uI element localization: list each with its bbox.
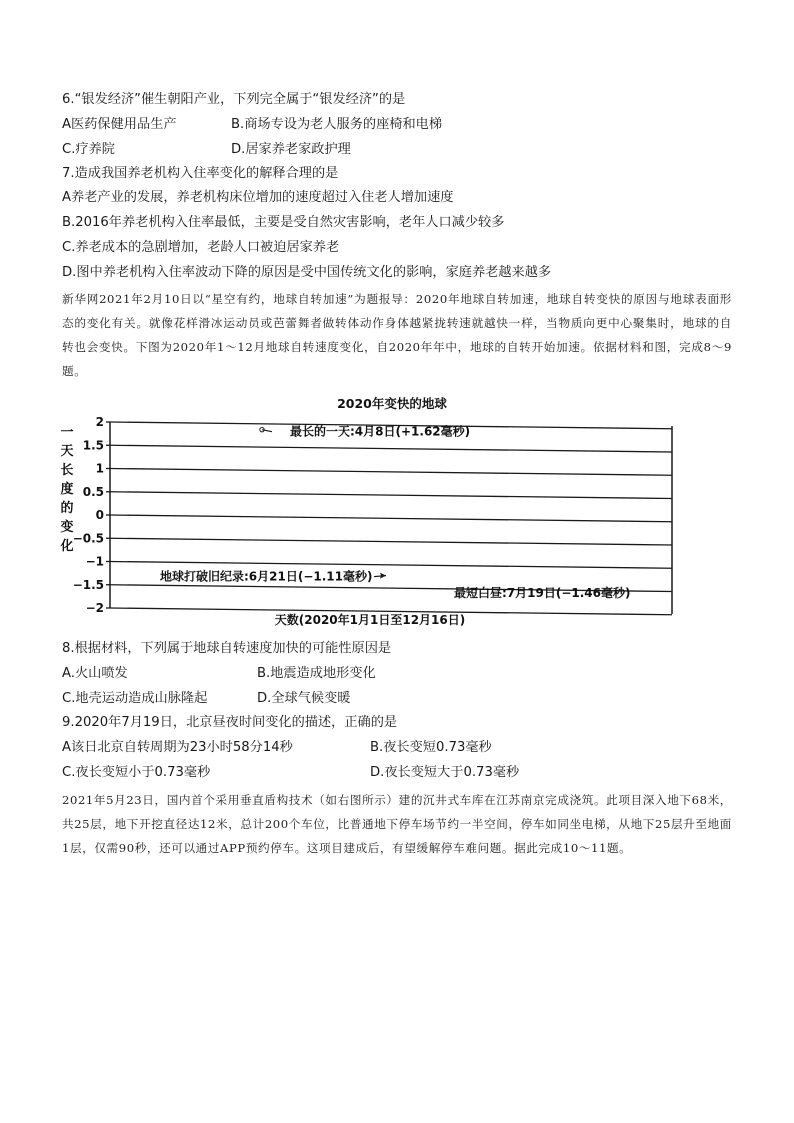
q8-stem: 8.根据材料，下列属于地球自转速度加快的可能性原因是 <box>62 641 392 656</box>
q9-option-d: D.夜长变短大于0.73毫秒 <box>370 765 520 780</box>
q9-option-b: B.夜长变短0.73毫秒 <box>370 740 492 755</box>
q8-option-a: A.火山喷发 <box>62 666 128 681</box>
gridline <box>110 562 672 569</box>
y-axis-ticks <box>73 415 110 615</box>
y-axis-label-char: 的 <box>60 501 74 516</box>
q6-stem: 6.“银发经济”催生朝阳产业，下列完全属于“银发经济”的是 <box>62 92 406 107</box>
gridline <box>110 492 672 499</box>
gridline <box>110 445 672 452</box>
q6-option-a: A医药保健用品生产 <box>62 117 177 132</box>
y-tick-label: 0.5 <box>82 484 104 499</box>
y-tick-label: 1 <box>95 461 104 476</box>
gridline <box>110 515 672 522</box>
annotation-label: 地球打破旧纪录:6月21日(−1.11毫秒) <box>160 569 373 584</box>
material-paragraph-parking-garage: 2021年5月23日，国内首个采用垂直盾构技术（如右图所示）建的沉井式车库在江苏南京完成浇筑。此项目深入地下68米，共25层，地下开挖直径达12米，总计200个车位，比普通地下停车场节约一半空间，停车如同坐电梯，从地下25层升至地面1层，仅需90秒，还可以通过APP预约停车。这项目建成后，有望缓解停车难问题。据此完成10～11题。 <box>62 793 732 855</box>
y-tick-label: 0 <box>95 508 104 522</box>
earth-rotation-chart <box>58 392 694 632</box>
y-tick-label: −1.5 <box>72 577 104 592</box>
y-axis-label-char: 一 <box>60 425 74 440</box>
y-axis-label-char: 长 <box>60 463 74 478</box>
y-axis-label-char: 天 <box>60 444 74 459</box>
q7-option-a: A养老产业的发展，养老机构床位增加的速度超过入住老人增加速度 <box>62 190 454 205</box>
q7-option-b: B.2016年养老机构入住率最低，主要是受自然灾害影响，老年人口减少较多 <box>62 215 505 230</box>
y-axis-label-char: 变 <box>60 520 74 535</box>
q7-option-c: C.养老成本的急剧增加，老龄人口被迫居家养老 <box>62 240 340 255</box>
q7-stem: 7.造成我国养老机构入住率变化的解释合理的是 <box>62 166 339 181</box>
annotation-label: 最短白昼:7月19日(−1.46毫秒) <box>454 585 631 600</box>
y-tick-label: −1 <box>85 554 104 569</box>
q9-stem: 9.2020年7月19日，北京昼夜时间变化的描述，正确的是 <box>62 715 398 730</box>
q8-option-c: C.地壳运动造成山脉隆起 <box>62 691 208 706</box>
q9-option-a: A该日北京自转周期为23小时58分14秒 <box>62 740 293 755</box>
chart-title: 2020年变快的地球 <box>337 396 447 411</box>
y-axis-label-char: 化 <box>60 539 74 554</box>
y-tick-label: −0.5 <box>72 531 104 546</box>
y-axis-label <box>59 425 73 554</box>
q8-option-d: D.全球气候变暖 <box>257 691 351 706</box>
q8-option-b: B.地震造成地形变化 <box>257 666 376 681</box>
gridline <box>110 469 672 476</box>
q9-option-c: C.夜长变短小于0.73毫秒 <box>62 765 211 780</box>
q6-option-b: B.商场专设为老人服务的座椅和电梯 <box>231 117 443 132</box>
q6-option-c: C.疗养院 <box>62 142 115 157</box>
q6-option-d: D.居家养老家政护理 <box>231 142 351 157</box>
y-axis-label-char: 度 <box>60 482 74 497</box>
x-axis-label: 天数(2020年1月1日至12月16日) <box>274 613 466 627</box>
gridline <box>110 538 672 545</box>
y-tick-label: −2 <box>85 601 104 615</box>
q7-option-d: D.图中养老机构入住率波动下降的原因是受中国传统文化的影响，家庭养老越来越多 <box>62 265 552 280</box>
y-tick-label: 2 <box>95 415 104 429</box>
annotation-label: 最长的一天:4月8日(+1.62毫秒) <box>290 424 471 439</box>
y-tick-label: 1.5 <box>82 438 104 453</box>
material-paragraph-earth-rotation: 新华网2021年2月10日以“星空有约，地球自转加速”为题报导：2020年地球自转加速，地球自转变快的原因与地球表面形态的变化有关。就像花样滑冰运动员或芭蕾舞者做转体动作身体越紧拢转速就越快一样，当物质向更中心聚集时，地球的自转也会变快。下图为2020年1～12月地球自转速度变化，自2020年年中，地球的自转开始加速。依据材料和图，完成8～9题。 <box>62 292 732 378</box>
